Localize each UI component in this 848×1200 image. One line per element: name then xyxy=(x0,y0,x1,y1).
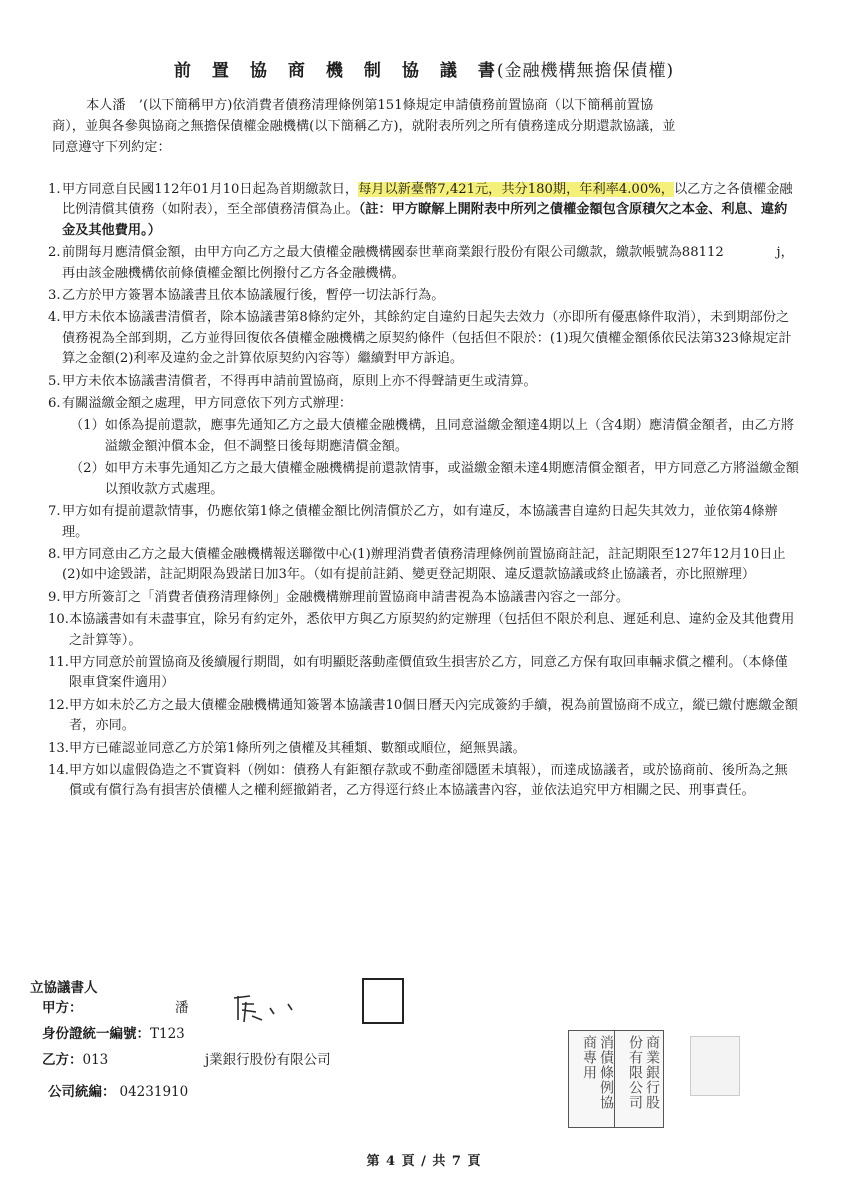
clause-14: 14. 甲方如以虛假偽造之不實資料（例如：債務人有鉅額存款或不動產卻隱匿未填報），而達成協議者，或於協商前、後所為之無償或有償行為有損害於債權人之權利經撤銷者，乙方得逕行終止本協議書內容，並依法追究甲方相關之民、刑事責任。 xyxy=(48,762,788,799)
company-id-row xyxy=(48,1080,188,1100)
clause-number: 1. xyxy=(48,182,61,197)
clause-11: 11. 甲方同意於前置協商及後續履行期間，如有明顯貶落動產價值致生損害於乙方，同意乙方保有取回車輛求償之權利。（本條僅限車貸案件適用） xyxy=(48,654,788,691)
intro-paragraph xyxy=(52,95,796,158)
party-a-row xyxy=(42,996,83,1016)
clause-12: 12. 甲方如未於乙方之最大債權金融機構通知簽署本協議書10個日曆天內完成簽約手續，視為前置協商不成立，縱已繳付應繳金額者，亦同。 xyxy=(48,697,798,734)
party-b-name: j業銀行股份有限公司 xyxy=(205,1052,331,1068)
clause-5: 5. 甲方未依本協議書清償者，不得再申請前置協商，原則上亦不得聲請更生或清算。 xyxy=(48,373,537,389)
payment-terms-highlight: 每月以新臺幣7,421元，共分180期，年利率4.00%， xyxy=(358,182,674,197)
clause-text: 甲方同意自民國112年01月10日起為首期繳款日，每月以新臺幣7,421元，共分180期，年利率4.00%，以乙方之各債權金融比例清償其債務（如附表），至全部債務清償為止。（註：甲方瞭解上開附表中所列之債權金額包含原積欠之本金、利息、違約金及其他費用。） xyxy=(62,182,793,238)
page-footer: 第 4 頁 / 共 7 頁 xyxy=(366,1154,482,1169)
intro-line-3: 同意遵守下列約定： xyxy=(52,140,171,155)
title-subtitle: (金融機構無擔保債權) xyxy=(496,61,675,81)
intro-line-1: 本人潘 ’(以下簡稱甲方)依消費者債務清理條例第151條規定申請債務前置協商（以下簡稱前置協 xyxy=(86,98,654,113)
clause-4: 4. 甲方未依本協議書清償者，除本協議書第8條約定外，其餘約定自違約日起失去效力（亦即所有優惠條件取消），未到期部份之債務視為全部到期，乙方並得回復依各債權金融機構之原契約條件（包括但不限於：(1)現欠債權金額係依民法第323條規定計算之金額(2)利率及違約金之計算依原契約內容等）繼續對甲方訴追。 xyxy=(48,310,792,367)
clause-10: 10. 本協議書如有未盡事宜，除另有約定外，悉依甲方與乙方原契約約定辦理（包括但不限於利息、遲延利息、違約金及其他費用之計算等）。 xyxy=(48,612,795,648)
party-b-code: 013 xyxy=(82,1052,109,1068)
intro-line-2: 商），並與各參與協商之無擔保債權金融機構(以下簡稱乙方)，就附表所列之所有債務達成分期還款協議，並 xyxy=(52,119,676,134)
company-id-label: 公司統編： xyxy=(48,1084,116,1100)
clause-13: 13. 甲方已確認並同意乙方於第1條所列之債權及其種類、數額或順位，絕無異議。 xyxy=(48,740,526,756)
company-id-value: 04231910 xyxy=(119,1084,189,1100)
title-main: 前 置 協 商 機 制 協 議 書 xyxy=(173,61,497,81)
party-a-name: 潘 xyxy=(175,1000,189,1016)
clause-note: （註：甲方瞭解上開附表中所列之債權金額包含原積欠之本金、利息、違約金及其他費用。） xyxy=(62,202,788,238)
clause-6: 6. 有關溢繳金額之處理，甲方同意依下列方式辦理： xyxy=(48,396,353,412)
clause-6-sub-1: （1） 如係為提前還款，應事先通知乙方之最大債權金融機構，且同意溢繳金額達4期以上（含4期）應清償金額者，由乙方將溢繳金額沖償本金，但不調整日後每期應清償金額。 xyxy=(70,418,795,454)
clause-2: 2. 前開每月應清償金額，由甲方向乙方之最大債權金融機構國泰世華商業銀行股份有限公司繳款，繳款帳號為88112 j，再由該金融機構依前條債權金額比例撥付乙方各金融機構。 xyxy=(48,245,794,281)
clause-1 xyxy=(48,180,800,241)
id-value: T123 xyxy=(150,1026,185,1042)
signature-scribble xyxy=(228,990,308,1026)
clause-7: 7. 甲方如有提前還款情事，仍應依第1條之債權金額比例清償於乙方，如有違反，本協議書自違約日起失其效力，並依第4條辦理。 xyxy=(48,504,778,540)
clause-3: 3. 乙方於甲方簽署本協議書且依本協議履行後，暫停一切法訴行為。 xyxy=(48,288,445,304)
consumer-debt-stamp: 消債條例協商專用 xyxy=(568,1030,618,1128)
clause-9: 9. 甲方所簽訂之「消費者債務清理條例」金融機構辦理前置協商申請書視為本協議書內容之一部分。 xyxy=(48,589,630,605)
clause-list xyxy=(48,180,800,804)
party-a-label: 甲方： xyxy=(42,1000,83,1016)
faint-stamp xyxy=(690,1036,740,1096)
bank-stamp: 商業銀行股份有限公司 xyxy=(614,1030,664,1128)
id-label: 身份證統一編號： xyxy=(42,1026,150,1042)
clause-6-sub-2: （2） 如甲方未事先通知乙方之最大債權金融機構提前還款情事，或溢繳金額未達4期應清償金額者，甲方同意乙方將溢繳金額以預收款方式處理。 xyxy=(70,461,799,497)
clause-8: 8. 甲方同意由乙方之最大債權金融機構報送聯徵中心(1)辦理消費者債務清理條例前置協商註記，註記期限至127年12月10日止(2)如中途毀諾，註記期限為毀諾日加3年。（如有提前註銷、變更登記期限、違反還款協議或終止協議者，亦比照辦理） xyxy=(48,546,786,583)
party-b-row xyxy=(42,1048,108,1068)
id-row xyxy=(42,1022,185,1042)
seal-box xyxy=(362,978,404,1024)
signatory-heading: 立協議書人 xyxy=(30,980,98,996)
party-b-label: 乙方： xyxy=(42,1052,83,1068)
document-title xyxy=(0,56,848,81)
